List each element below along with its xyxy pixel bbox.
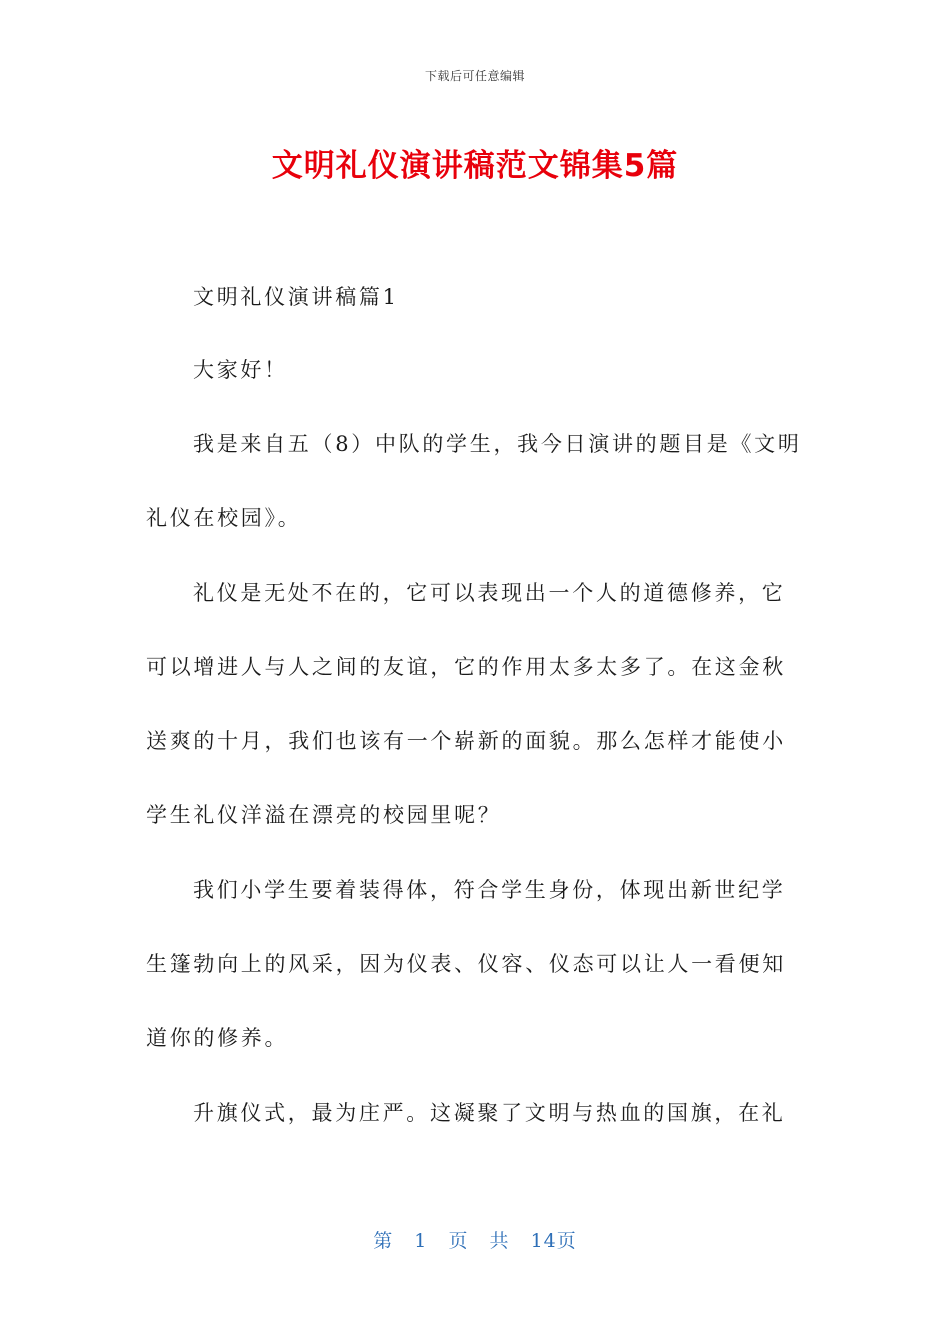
paragraph-line: 我是来自五（8）中队的学生，我今日演讲的题目是《文明: [193, 432, 802, 456]
paragraph-line: 礼仪在校园》。: [146, 506, 302, 530]
paragraph-line: 我们小学生要着装得体，符合学生身份，体现出新世纪学: [193, 878, 786, 902]
paragraph-line: 可以增进人与人之间的友谊，它的作用太多太多了。在这金秋: [146, 655, 786, 679]
paragraph-line: 礼仪是无处不在的，它可以表现出一个人的道德修养，它: [193, 581, 786, 605]
paragraph-line: 生篷勃向上的风采，因为仪表、仪容、仪态可以让人一看便知: [146, 952, 786, 976]
header-note: 下载后可任意编辑: [424, 69, 525, 83]
section-heading: 文明礼仪演讲稿篇1: [193, 285, 399, 309]
page-total-prefix: 共: [489, 1230, 510, 1252]
document-title: 文明礼仪演讲稿范文锦集5篇: [271, 148, 679, 184]
page-current: 1: [414, 1230, 428, 1252]
paragraph-line: 送爽的十月，我们也该有一个崭新的面貌。那么怎样才能使小: [146, 729, 786, 753]
paragraph-line: 道你的修养。: [146, 1026, 289, 1050]
paragraph-line: 升旗仪式，最为庄严。这凝聚了文明与热血的国旗，在礼: [193, 1101, 786, 1125]
paragraph-line: 大家好！: [193, 358, 288, 382]
page-total: 14页: [530, 1230, 577, 1252]
paragraph-line: 学生礼仪洋溢在漂亮的校园里呢？: [146, 803, 502, 827]
page-number-footer: [0, 1226, 950, 1253]
page-label-mid: 页: [448, 1230, 469, 1252]
page-label-prefix: 第: [373, 1230, 394, 1252]
